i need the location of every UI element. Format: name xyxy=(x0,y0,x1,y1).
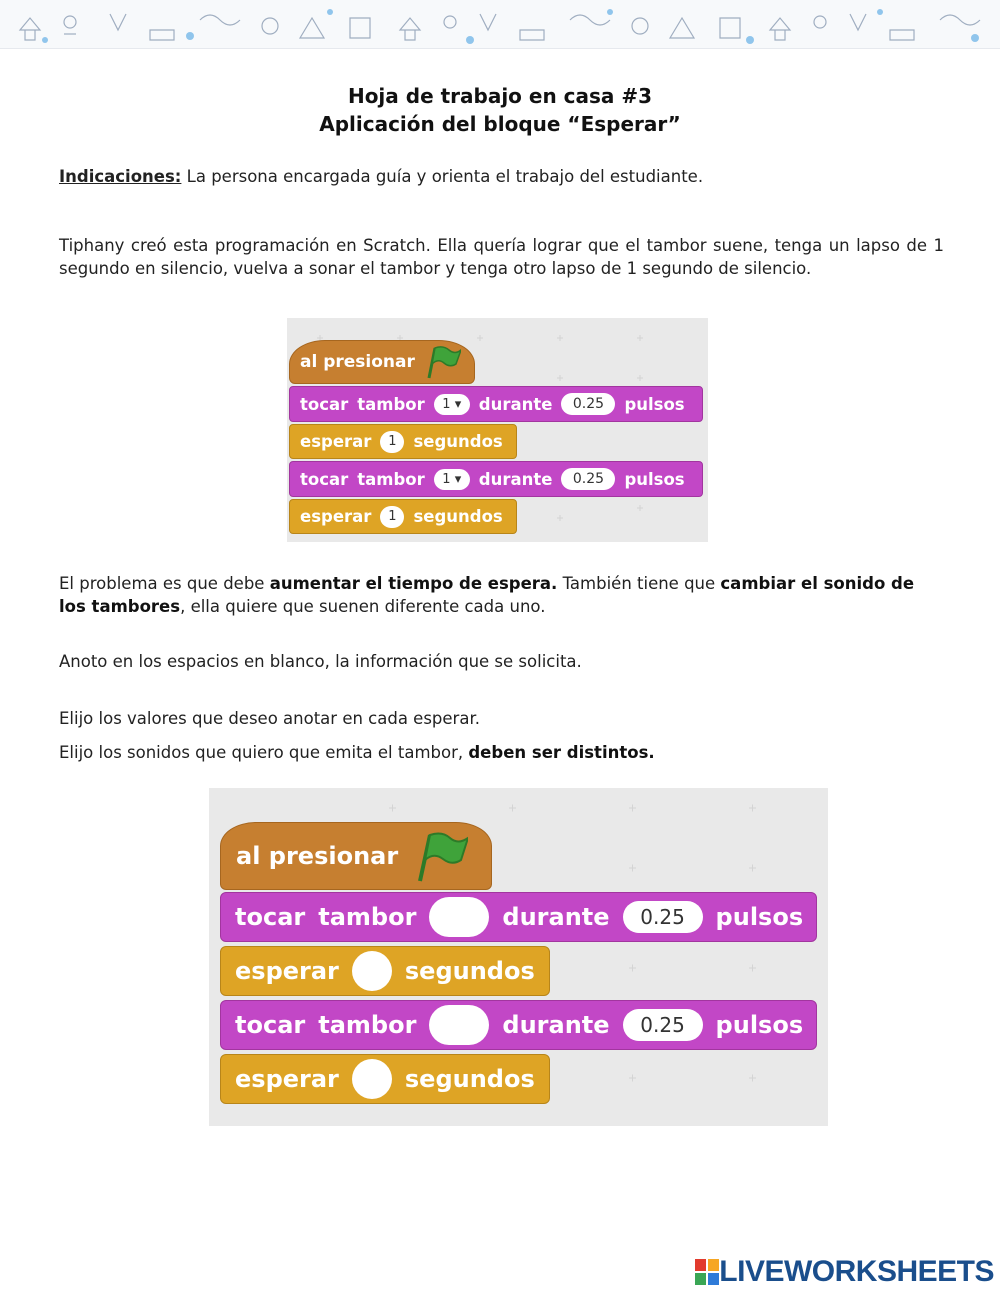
block-word: tocar xyxy=(300,469,349,489)
sounds-instruction xyxy=(59,741,944,764)
liveworksheets-logo xyxy=(695,1255,994,1289)
beats-input: 0.25 xyxy=(561,468,615,490)
drum-dropdown: 1 ▾ xyxy=(434,394,470,415)
block-word: durante xyxy=(478,394,553,414)
worksheet-title: Hoja de trabajo en casa #3 xyxy=(347,84,653,108)
problem-text: También tiene que xyxy=(557,574,721,593)
green-flag-icon xyxy=(412,829,468,883)
when-flag-clicked-block xyxy=(220,822,492,890)
header-banner xyxy=(0,0,1000,49)
drum-answer-input[interactable] xyxy=(429,1005,489,1045)
block-word: tambor xyxy=(318,1011,417,1039)
block-word: esperar xyxy=(300,432,372,451)
block-word: tocar xyxy=(235,1011,306,1039)
play-drum-block-1 xyxy=(289,386,703,422)
problem-text: , ella quiere que suenen diferente cada uno. xyxy=(180,597,546,616)
instructions-text: La persona encargada guía y orienta el trabajo del estudiante. xyxy=(181,167,704,186)
problem-text: El problema es que debe xyxy=(59,574,270,593)
block-word: tambor xyxy=(357,394,425,414)
block-word: pulsos xyxy=(715,903,804,931)
drum-answer-input[interactable] xyxy=(429,897,489,937)
block-word: tocar xyxy=(235,903,306,931)
block-word: segundos xyxy=(413,432,503,451)
intro-paragraph: Tiphany creó esta programación en Scratch. Ella quería lograr que el tambor suene, tenga un lapso de 1 segundo en silencio, vuelva a sonar el tambor y tenga otro lapso de 1 segundo de silencio. xyxy=(59,236,944,278)
block-word: tambor xyxy=(318,903,417,931)
block-word: esperar xyxy=(235,957,339,985)
liveworksheets-logo-icon xyxy=(695,1259,719,1285)
seconds-input: 1 xyxy=(380,431,404,453)
wait-block-2 xyxy=(220,1054,550,1104)
values-instruction: Elijo los valores que deseo anotar en cada esperar. xyxy=(59,709,480,728)
block-word: durante xyxy=(502,1011,610,1039)
beats-input: 0.25 xyxy=(623,901,703,933)
wait-block-1 xyxy=(220,946,550,996)
block-word: esperar xyxy=(235,1065,339,1093)
seconds-input: 1 xyxy=(380,506,404,528)
beats-input: 0.25 xyxy=(561,393,615,415)
problem-paragraph xyxy=(59,572,944,618)
drum-dropdown: 1 ▾ xyxy=(434,469,470,490)
wait-block-2 xyxy=(289,499,517,534)
drum-value: 1 xyxy=(442,396,451,412)
sounds-bold: deben ser distintos. xyxy=(468,743,655,762)
problem-bold: aumentar el tiempo de espera. xyxy=(269,574,558,593)
play-drum-block-2 xyxy=(220,1000,817,1050)
green-flag-icon xyxy=(423,344,461,380)
block-word: segundos xyxy=(413,507,503,526)
drum-value: 1 xyxy=(442,471,451,487)
block-word: segundos xyxy=(404,1065,535,1093)
scratch-exercise-script xyxy=(209,788,828,1126)
play-drum-block-2 xyxy=(289,461,703,497)
seconds-answer-input[interactable] xyxy=(352,951,392,991)
block-word: pulsos xyxy=(624,394,685,414)
block-word: tambor xyxy=(357,469,425,489)
block-word: durante xyxy=(478,469,553,489)
block-word: durante xyxy=(502,903,610,931)
block-word: esperar xyxy=(300,507,372,526)
wait-block-1 xyxy=(289,424,517,459)
beats-input: 0.25 xyxy=(623,1009,703,1041)
hat-label: al presionar xyxy=(236,842,399,870)
block-word: tocar xyxy=(300,394,349,414)
sounds-text: Elijo los sonidos que quiero que emita el tambor, xyxy=(59,743,469,762)
block-word: pulsos xyxy=(715,1011,804,1039)
school-doodles-pattern xyxy=(0,0,1000,48)
anoto-instruction: Anoto en los espacios en blanco, la información que se solicita. xyxy=(59,652,582,671)
when-flag-clicked-block xyxy=(289,340,475,384)
hat-label: al presionar xyxy=(300,352,415,372)
play-drum-block-1 xyxy=(220,892,817,942)
block-word: segundos xyxy=(404,957,535,985)
block-word: pulsos xyxy=(624,469,685,489)
seconds-answer-input[interactable] xyxy=(352,1059,392,1099)
instructions-label: Indicaciones: xyxy=(59,167,182,186)
logo-text: LIVEWORKSHEETS xyxy=(719,1255,994,1288)
scratch-example-script xyxy=(287,318,708,542)
worksheet-subtitle: Aplicación del bloque “Esperar” xyxy=(319,112,681,136)
instructions xyxy=(59,165,944,188)
problem-bold: cambiar el sonido de los tambores xyxy=(59,574,915,616)
